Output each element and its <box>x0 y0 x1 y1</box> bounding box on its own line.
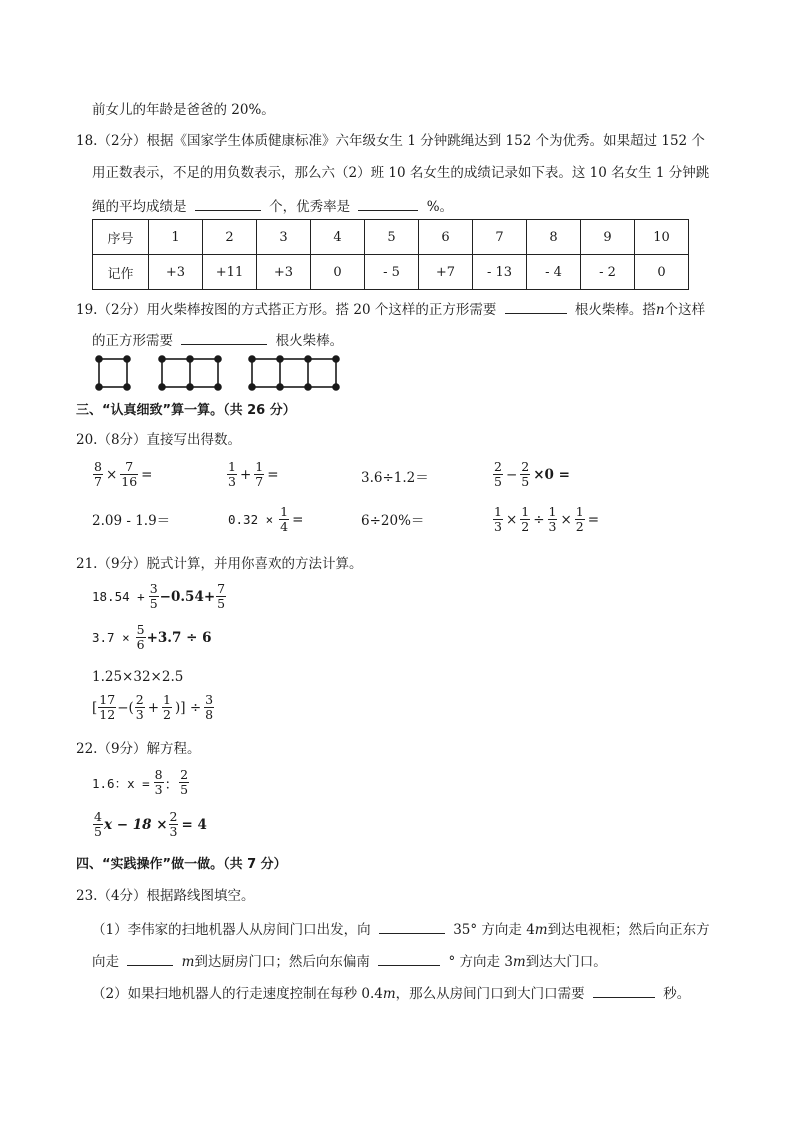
table-row <box>93 220 689 255</box>
q20-expr-1: $\frac{8}{7}$ × $\frac{7}{16}$ = <box>94 459 153 490</box>
q23-direction-blank[interactable] <box>379 921 445 934</box>
q18-rate-blank[interactable] <box>358 198 418 211</box>
q19-n-blank[interactable] <box>181 332 267 345</box>
fraction: $\frac{2}{5}$ <box>521 459 530 490</box>
fraction: $\frac{1}{7}$ <box>255 459 264 490</box>
q23-part1-line2: 向走 m到达厨房门口；然后向东偏南 ° 方向走 3m到达大门口。 <box>92 954 607 970</box>
q20-expr-4: $\frac{2}{5}$ − $\frac{2}{5}$ ×0 = <box>494 459 570 490</box>
fraction: $\frac{2}{5}$ <box>180 767 189 798</box>
q22-equation-2: $\frac{4}{5}$ x − 18 × $\frac{2}{3}$ = 4 <box>94 809 207 840</box>
fraction: $\frac{2}{3}$ <box>169 809 178 840</box>
record-cell: 0 <box>311 255 365 290</box>
fraction: $\frac{2}{5}$ <box>494 459 502 490</box>
record-cell: - 4 <box>527 255 581 290</box>
q18-record-table <box>92 219 689 290</box>
q18-line3-a: 绳的平均成绩是 <box>92 199 187 215</box>
q18-average-blank[interactable] <box>195 198 261 211</box>
q20-expr-7: 6÷20%＝ <box>361 513 425 529</box>
record-cell: - 2 <box>581 255 635 290</box>
q21-expr-3: 1.25×32×2.5 <box>92 669 184 685</box>
q18-line1: 18.（2分）根据《国家学生体质健康标准》六年级女生 1 分钟跳绳达到 152 个为优秀。如果超过 152 个 <box>76 133 705 149</box>
q23-angle-blank[interactable] <box>378 953 440 966</box>
number-cell: 8 <box>527 220 581 255</box>
q20-expr-2: $\frac{1}{3}$ + $\frac{1}{7}$ = <box>228 459 279 490</box>
q18-line3 <box>92 198 453 215</box>
figure-1-square <box>96 356 130 390</box>
q21-expr-2: 3.7 × $\frac{5}{6}$ +3.7 ÷ 6 <box>92 622 212 653</box>
fraction: $\frac{1}{2}$ <box>163 692 171 723</box>
section-3-heading: 三、“认真细致”算一算。（共 26 分） <box>76 403 296 418</box>
fraction: $\frac{4}{5}$ <box>94 809 102 840</box>
q19-n: n <box>655 302 665 318</box>
number-cell: 7 <box>473 220 527 255</box>
q18-line2: 用正数表示，不足的用负数表示，那么六（2）班 10 名女生的成绩记录如下表。这 10 名女生 1 分钟跳 <box>92 165 710 181</box>
q21-expr-1: 18.54 + $\frac{3}{5}$ −0.54+ $\frac{7}{5}$ <box>92 581 226 612</box>
q23-part2: （2）如果扫地机器人的行走速度控制在每秒 0.4m，那么从房间门口到大门口需要 秒。 <box>92 986 691 1002</box>
matchstick-figures <box>92 352 352 392</box>
number-cell: 10 <box>635 220 689 255</box>
fraction: $\frac{7}{5}$ <box>217 581 226 612</box>
figure-3-squares <box>249 356 339 390</box>
fraction: $\frac{3}{8}$ <box>205 692 214 723</box>
fraction: $\frac{1}{3}$ <box>494 504 502 535</box>
q22-equation-1: 1.6：x = $\frac{8}{3}$ ： $\frac{2}{5}$ <box>92 767 189 798</box>
fraction: $\frac{8}{7}$ <box>94 459 102 490</box>
number-cell: 9 <box>581 220 635 255</box>
q21-expr-4: [ $\frac{17}{12}$ −( $\frac{2}{3}$ + $\frac{1}{2}$ )] ÷ $\frac{3}{8}$ <box>92 692 214 723</box>
record-cell: +3 <box>257 255 311 290</box>
q20-title: 20.（8分）直接写出得数。 <box>76 432 242 448</box>
q19-line2-a: 的正方形需要 <box>92 333 173 349</box>
number-cell: 2 <box>203 220 257 255</box>
fraction: $\frac{17}{12}$ <box>99 692 116 723</box>
q23-distance-blank[interactable] <box>127 953 173 966</box>
number-cell: 5 <box>365 220 419 255</box>
number-cell: 3 <box>257 220 311 255</box>
record-cell: +7 <box>419 255 473 290</box>
fraction: $\frac{1}{3}$ <box>548 504 557 535</box>
q19-line1 <box>76 301 705 318</box>
q20-expr-6: 0.32 × $\frac{1}{4}$ = <box>228 504 304 535</box>
record-cell: 0 <box>635 255 689 290</box>
record-cell: - 13 <box>473 255 527 290</box>
q21-title: 21.（9分）脱式计算，并用你喜欢的方法计算。 <box>76 556 363 572</box>
q19-line2-b: 根火柴棒。 <box>275 333 344 349</box>
q22-title: 22.（9分）解方程。 <box>76 741 201 757</box>
fraction: $\frac{3}{5}$ <box>149 581 158 612</box>
header-cell: 序号 <box>93 220 149 255</box>
q19-line1-c: 个这样 <box>664 302 706 318</box>
record-label-cell: 记作 <box>93 255 149 290</box>
section-4-heading: 四、“实践操作”做一做。（共 7 分） <box>76 857 287 872</box>
q23-seconds-blank[interactable] <box>593 985 655 998</box>
q20-expr-8: $\frac{1}{3}$ × $\frac{1}{2}$ ÷ $\frac{1}{3}$ × $\frac{1}{2}$ = <box>494 504 600 535</box>
fraction: $\frac{5}{6}$ <box>136 622 145 653</box>
number-cell: 6 <box>419 220 473 255</box>
fraction: $\frac{8}{3}$ <box>154 767 163 798</box>
q19-line1-b: 根火柴棒。搭 <box>574 302 656 318</box>
q18-line3-b: 个，优秀率是 <box>269 199 351 215</box>
q20-expr-5: 2.09 - 1.9＝ <box>92 513 171 529</box>
fraction: $\frac{2}{3}$ <box>135 692 144 723</box>
q19-line2 <box>92 332 343 349</box>
number-cell: 1 <box>149 220 203 255</box>
table-row <box>93 255 689 290</box>
q20-expr-3: 3.6÷1.2＝ <box>361 470 429 486</box>
number-cell: 4 <box>311 220 365 255</box>
record-cell: +11 <box>203 255 257 290</box>
record-cell: - 5 <box>365 255 419 290</box>
record-cell: +3 <box>149 255 203 290</box>
fraction: $\frac{1}{4}$ <box>280 504 289 535</box>
fraction: $\frac{7}{16}$ <box>121 459 138 490</box>
q23-part1-line1: （1）李伟家的扫地机器人从房间门口出发，向 35° 方向走 4m到达电视柜；然后向正东方 <box>92 922 710 938</box>
fraction: $\frac{1}{2}$ <box>575 504 584 535</box>
q23-title: 23.（4分）根据路线图填空。 <box>76 888 255 904</box>
q19-20-blank[interactable] <box>505 301 567 314</box>
fraction: $\frac{1}{3}$ <box>228 459 236 490</box>
q18-line3-c: %。 <box>426 199 454 215</box>
figure-2-squares <box>159 356 221 390</box>
q17-tail: 前女儿的年龄是爸爸的 20%。 <box>92 102 275 118</box>
fraction: $\frac{1}{2}$ <box>521 504 530 535</box>
q19-line1-a: 19.（2分）用火柴棒按图的方式搭正方形。搭 20 个这样的正方形需要 <box>76 302 497 318</box>
